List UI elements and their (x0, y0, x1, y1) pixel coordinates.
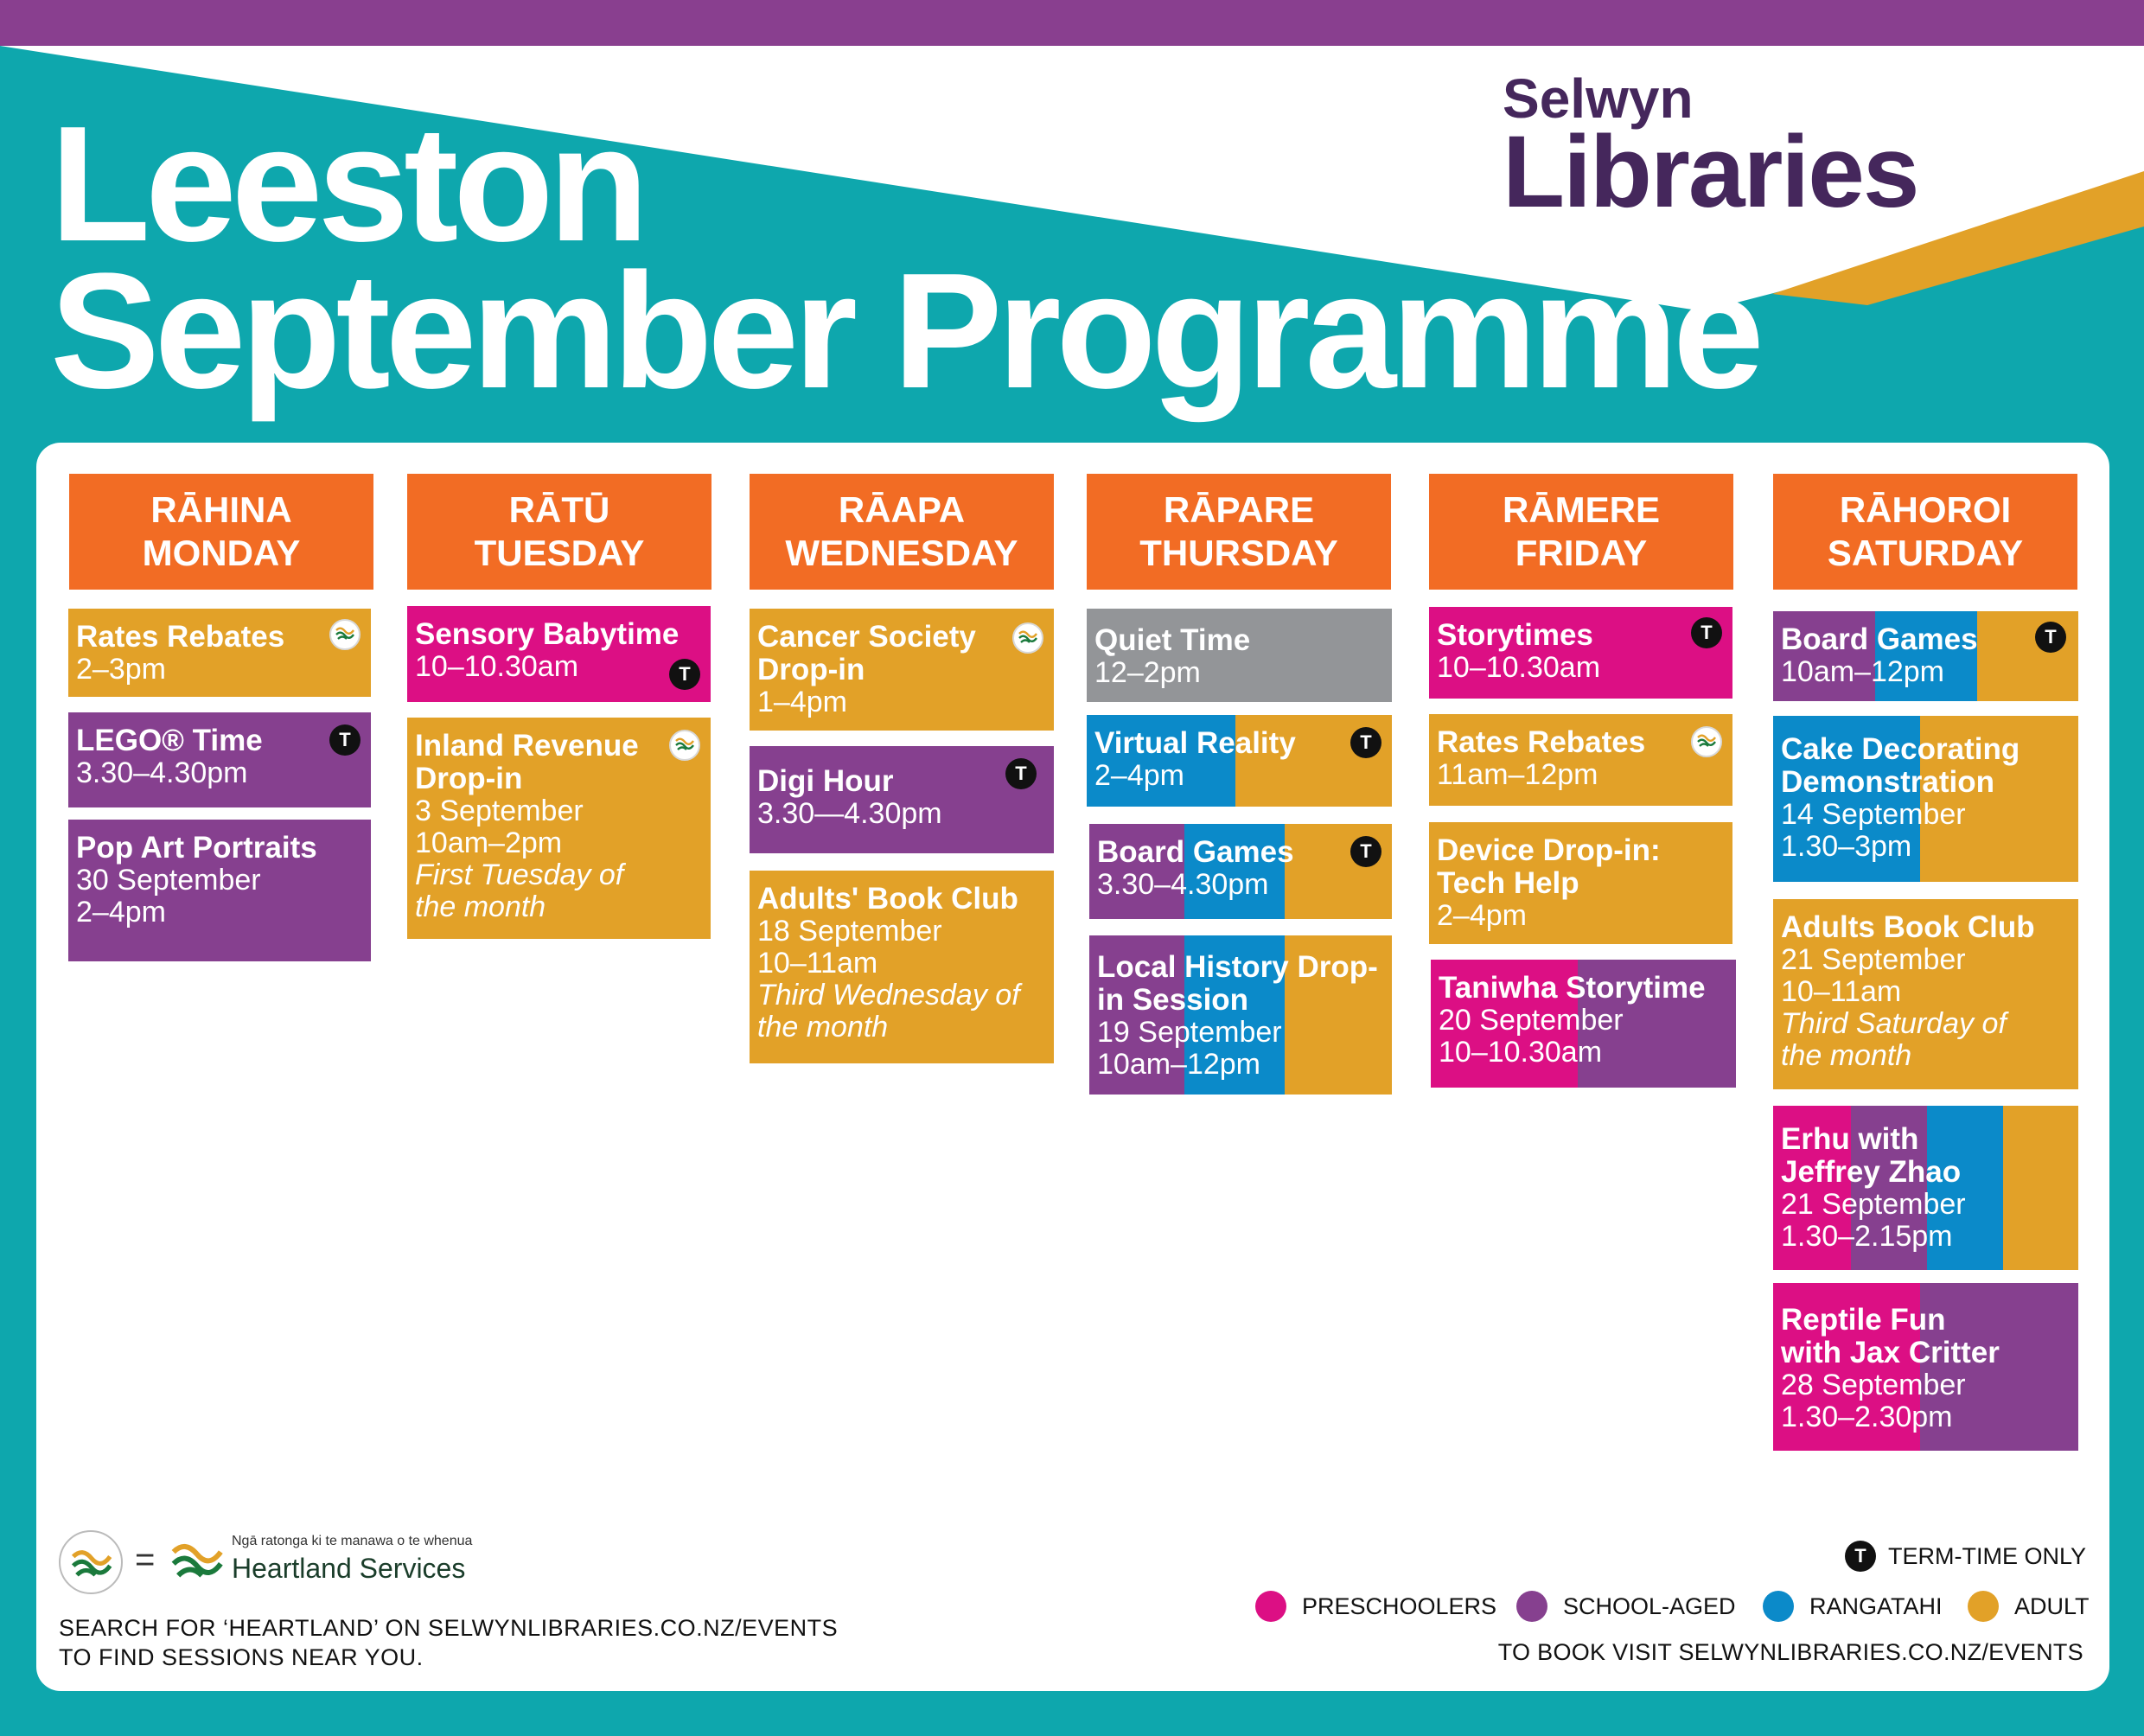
school-aged-dot-icon (1516, 1591, 1547, 1622)
event-date: 30 September (76, 864, 261, 897)
event-card-taniwha-storytime[interactable] (1431, 960, 1736, 1088)
event-time: 10am–2pm (415, 827, 563, 859)
day-header-monday (69, 474, 373, 590)
heartland-tagline: Ngā ratonga ki te manawa o te whenua (232, 1534, 473, 1548)
day-english: SATURDAY (1827, 533, 2024, 573)
legend-school-aged (1516, 1591, 1736, 1622)
event-time: 1.30–3pm (1781, 830, 1912, 863)
event-title: Rates Rebates (76, 620, 285, 654)
event-date: 21 September (1781, 943, 1966, 976)
day-maori: RĀHINA (150, 489, 292, 530)
event-title: Reptile Fun with Jax Critter (1781, 1303, 2000, 1369)
heartland-search-note (59, 1613, 838, 1672)
event-time: 2–4pm (76, 896, 166, 929)
event-card-storytimes[interactable] (1429, 607, 1732, 699)
term-time-icon: T (329, 724, 361, 756)
heartland-services-logo-icon (171, 1535, 223, 1587)
event-card-virtual-reality[interactable] (1087, 715, 1392, 807)
page-title-line2: September Programme (50, 239, 1759, 423)
event-title: Device Drop-in: Tech Help (1437, 833, 1661, 900)
event-title: Virtual Reality (1094, 726, 1296, 760)
event-title: Pop Art Portraits (76, 831, 317, 865)
event-note: the month (757, 1011, 889, 1044)
event-time: 2–4pm (1094, 759, 1184, 792)
legend-rangatahi (1763, 1591, 1943, 1622)
day-maori: RĀMERE (1502, 489, 1660, 530)
event-title: Erhu with Jeffrey Zhao (1781, 1122, 1962, 1189)
term-time-key (1845, 1541, 2086, 1572)
term-time-icon: T (1691, 617, 1722, 648)
event-title: LEGO® Time (76, 724, 263, 757)
event-title: Cake Decorating Demonstration (1781, 732, 2020, 799)
event-note: First Tuesday of (415, 858, 624, 891)
event-date: 20 September (1439, 1004, 1624, 1037)
event-card-erhu[interactable] (1773, 1106, 2078, 1270)
event-card-digi-hour[interactable] (750, 746, 1054, 853)
event-title: Inland Revenue Drop-in (415, 729, 639, 795)
top-purple-bar (0, 0, 2144, 46)
event-time: 10–10.30am (1437, 651, 1601, 684)
event-time: 10–10.30am (415, 650, 579, 683)
legend-adult (1968, 1591, 2090, 1622)
heartland-icon (1691, 726, 1722, 757)
event-card-rates-rebates-friday[interactable] (1429, 714, 1732, 806)
event-time: 1.30–2.30pm (1781, 1401, 1953, 1433)
preschoolers-dot-icon (1255, 1591, 1286, 1622)
equals-sign: = (135, 1541, 156, 1579)
legend-label: SCHOOL-AGED (1563, 1592, 1736, 1619)
day-english: MONDAY (142, 533, 301, 573)
heartland-icon (329, 619, 361, 650)
event-card-sensory-babytime[interactable] (407, 606, 711, 702)
day-header-tuesday (407, 474, 711, 590)
term-time-label: TERM-TIME ONLY (1888, 1542, 2086, 1569)
event-title: Digi Hour (757, 764, 894, 798)
event-time: 12–2pm (1094, 656, 1201, 689)
event-date: 14 September (1781, 798, 1966, 831)
event-time: 1.30–2.15pm (1781, 1220, 1953, 1253)
day-header-thursday (1087, 474, 1391, 590)
day-maori: RĀTŪ (508, 489, 610, 530)
event-note: Third Wednesday of (757, 979, 1020, 1012)
selwyn-libraries-logo (1503, 67, 1918, 229)
event-card-cancer-society[interactable] (750, 609, 1054, 731)
adult-dot-icon (1968, 1591, 1999, 1622)
event-time: 10am–12pm (1781, 655, 1945, 688)
event-time: 10–10.30am (1439, 1036, 1603, 1069)
day-maori: RĀAPA (838, 489, 966, 530)
event-card-adults-book-club-saturday[interactable] (1773, 899, 2078, 1089)
day-english: THURSDAY (1139, 533, 1338, 573)
legend-label: ADULT (2014, 1592, 2090, 1619)
term-time-icon: T (1350, 727, 1381, 758)
event-note: the month (1781, 1039, 1912, 1072)
page-title-line1: Leeston (50, 93, 644, 276)
day-maori: RĀHOROI (1839, 489, 2012, 530)
event-title: Storytimes (1437, 618, 1593, 652)
event-card-local-history[interactable] (1089, 935, 1392, 1095)
event-title: Board Games (1097, 835, 1294, 869)
booking-link[interactable]: TO BOOK VISIT SELWYNLIBRARIES.CO.NZ/EVENTS (1497, 1639, 2083, 1665)
day-header-wednesday (750, 474, 1054, 590)
event-card-rates-rebates-monday[interactable] (68, 609, 371, 697)
event-time: 11am–12pm (1437, 758, 1598, 791)
day-english: FRIDAY (1515, 533, 1648, 573)
event-card-board-games-saturday[interactable] (1773, 611, 2078, 701)
event-card-lego-time[interactable] (68, 712, 371, 807)
event-title: Quiet Time (1094, 623, 1251, 657)
event-title: Cancer Society Drop-in (757, 620, 976, 686)
heartland-icon (59, 1530, 123, 1594)
event-card-reptile-fun[interactable] (1773, 1283, 2078, 1451)
event-card-pop-art-portraits[interactable] (68, 820, 371, 961)
event-title: Local History Drop-in Session (1097, 950, 1378, 1017)
event-note: the month (415, 890, 546, 923)
heartland-services-name: Heartland Services (232, 1553, 466, 1584)
search-line-2: TO FIND SESSIONS NEAR YOU. (59, 1644, 424, 1670)
event-date: 21 September (1781, 1188, 1966, 1221)
logo-line1: Selwyn (1503, 67, 1694, 130)
event-date: 3 September (415, 795, 584, 827)
event-time: 10–11am (1781, 975, 1902, 1008)
legend-preschoolers (1255, 1591, 1496, 1622)
event-title: Adults' Book Club (757, 882, 1018, 916)
day-header-friday (1429, 474, 1733, 590)
event-title: Sensory Babytime (415, 617, 680, 651)
heartland-icon (1012, 622, 1043, 654)
event-card-board-games-thursday[interactable] (1089, 824, 1392, 919)
event-title: Board Games (1781, 622, 1978, 656)
day-english: WEDNESDAY (785, 533, 1018, 573)
event-time: 2–4pm (1437, 899, 1527, 932)
term-time-icon: T (2035, 622, 2066, 653)
event-title: Taniwha Storytime (1439, 971, 1706, 1005)
event-card-inland-revenue[interactable] (407, 718, 711, 939)
legend-label: RANGATAHI (1809, 1592, 1943, 1619)
event-card-adults-book-club-wednesday[interactable] (750, 871, 1054, 1063)
rangatahi-dot-icon (1763, 1591, 1794, 1622)
day-header-saturday (1773, 474, 2077, 590)
search-line-1: SEARCH FOR ‘HEARTLAND’ ON SELWYNLIBRARIES.CO.NZ/EVENTS (59, 1615, 839, 1641)
event-time: 10am–12pm (1097, 1048, 1261, 1081)
event-time: 10–11am (757, 947, 878, 980)
legend-label: PRESCHOOLERS (1302, 1592, 1497, 1619)
term-time-icon: T (1845, 1541, 1876, 1572)
event-title: Adults Book Club (1781, 910, 2035, 944)
event-date: 18 September (757, 915, 942, 948)
event-note: Third Saturday of (1781, 1007, 2007, 1040)
heartland-icon (669, 730, 700, 761)
event-date: 28 September (1781, 1369, 1966, 1401)
term-time-icon: T (1005, 758, 1037, 789)
day-english: TUESDAY (474, 533, 645, 573)
event-card-quiet-time[interactable] (1087, 609, 1392, 702)
event-time: 2–3pm (76, 653, 166, 686)
day-maori: RĀPARE (1163, 489, 1315, 530)
event-date: 19 September (1097, 1016, 1282, 1049)
event-time: 3.30–4.30pm (1097, 868, 1269, 901)
event-card-cake-decorating[interactable] (1773, 716, 2078, 882)
event-time: 1–4pm (757, 686, 847, 718)
event-title: Rates Rebates (1437, 725, 1646, 759)
term-time-icon: T (1350, 836, 1381, 867)
term-time-icon: T (669, 659, 700, 690)
event-time: 3.30—4.30pm (757, 797, 942, 830)
logo-line2: Libraries (1503, 115, 1918, 229)
event-time: 3.30–4.30pm (76, 756, 248, 789)
event-card-device-drop-in[interactable] (1429, 822, 1732, 944)
